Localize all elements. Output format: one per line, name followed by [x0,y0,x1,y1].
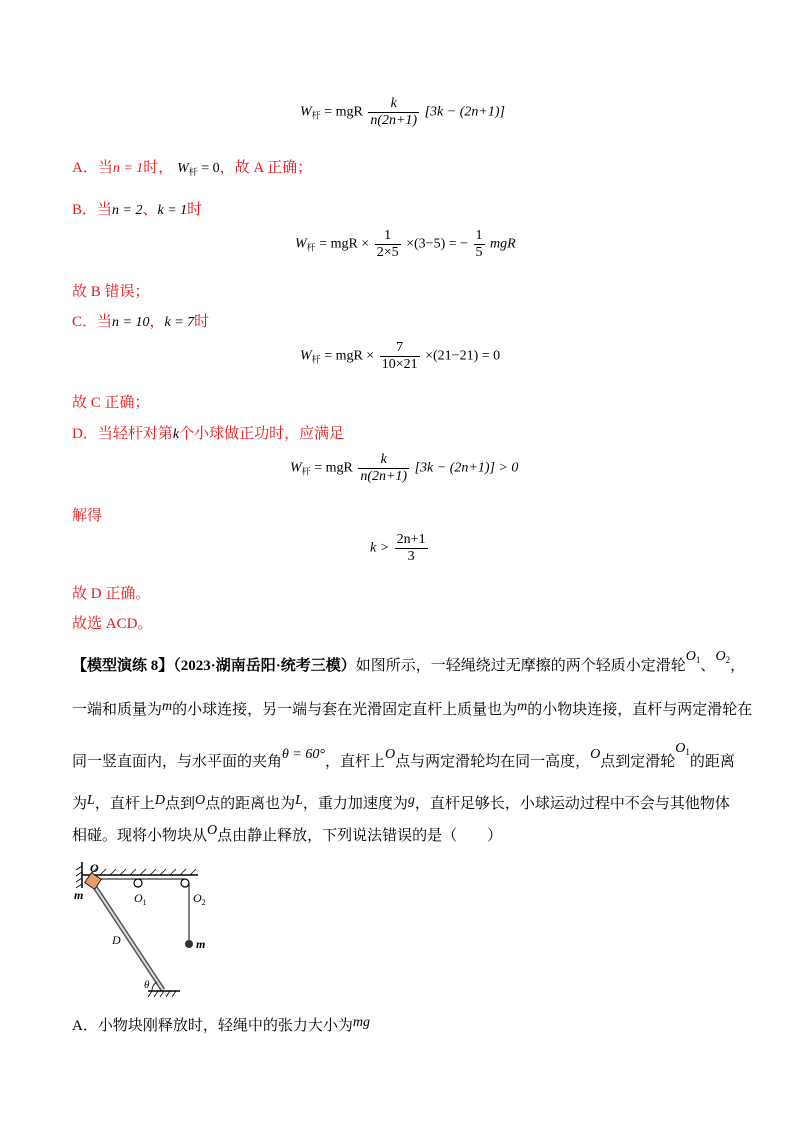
option-a-analysis: A．当n = 1时， $W_杆 = 0$，故 A 正确； [72,160,313,177]
option-c-conclusion: 故 C 正确； [72,395,150,411]
label-o: O [90,861,99,875]
ceiling-hatch [90,869,196,875]
label-theta: θ [144,979,150,991]
label-d: D [112,933,121,947]
label-o1: $O_1$ [134,891,147,907]
problem-line-4: 为L，直杆上D点到O点的距离也为L，重力加速度为g，直杆足够长，小球运动过程中不会与其他物体 [72,793,730,812]
label-o2: $O_2$ [193,891,206,907]
option-b-analysis: B．当n = 2、k = 1时 [72,202,203,218]
label-m-block: m [74,888,84,902]
option-d-analysis: D．当轻杆对第k个小球做正功时，应满足 [72,426,345,442]
final-answer: 故选 ACD。 [72,616,153,632]
wall-hatch [76,866,82,888]
ground-hatch [148,991,176,997]
ball-m [185,940,193,948]
problem-line-2: 一端和质量为m的小球连接，另一端与套在光滑固定直杆上质量也为m的小物块连接，直杆与两定滑轮在 [72,699,753,718]
solve-label: 解得 [72,508,103,524]
problem-line-5: 相碰。现将小物块从O点由静止释放，下列说法错误的是（ ） [72,823,503,844]
option-d-conclusion: 故 D 正确。 [72,586,151,602]
pulley-rod-diagram [68,858,218,1000]
equation-work-general: $W_杆$ = mgR $\frac{k}{n(2n+1)}$ [3k − (2n+1)] [300,96,505,128]
fraction: $\frac{k}{n(2n+1)}$ [370,96,418,128]
equation-work-d: $W_杆$ = mgR $\frac{k}{n(2n+1)}$ [3k − (2n+1)] > 0 [290,452,519,484]
choice-a: A．小物块刚释放时，轻绳中的张力大小为mg [72,1015,370,1034]
problem-line-1: 【模型演练 8】（2023·湖南岳阳·统考三模）如图所示，一轻绳绕过无摩擦的两个轻质小定滑轮$O_1$、$O_2$， [72,649,746,674]
equation-k-inequality: k > $\frac{2n+1}{3}$ [370,532,426,564]
option-b-conclusion: 故 B 错误； [72,284,150,300]
equation-work-b: $W_杆$ = mgR × $\frac{1}{2\times 5}$ ×(3−5) = − $\frac{1}{5}$ mgR [295,228,516,260]
equation-work-c: $W_杆$ = mgR × $\frac{7}{10\times 21}$ ×(21−21) = 0 [300,340,501,372]
option-c-analysis: C．当n = 10，k = 7时 [72,314,210,330]
pulley-o1 [134,879,142,887]
pulley-o2 [181,879,189,887]
problem-line-3: 同一竖直面内，与水平面的夹角θ = 60°，直杆上O点与两定滑轮均在同一高度，O点到定滑轮$O_1$的距离 [72,741,735,770]
label-m-ball: m [196,937,206,951]
